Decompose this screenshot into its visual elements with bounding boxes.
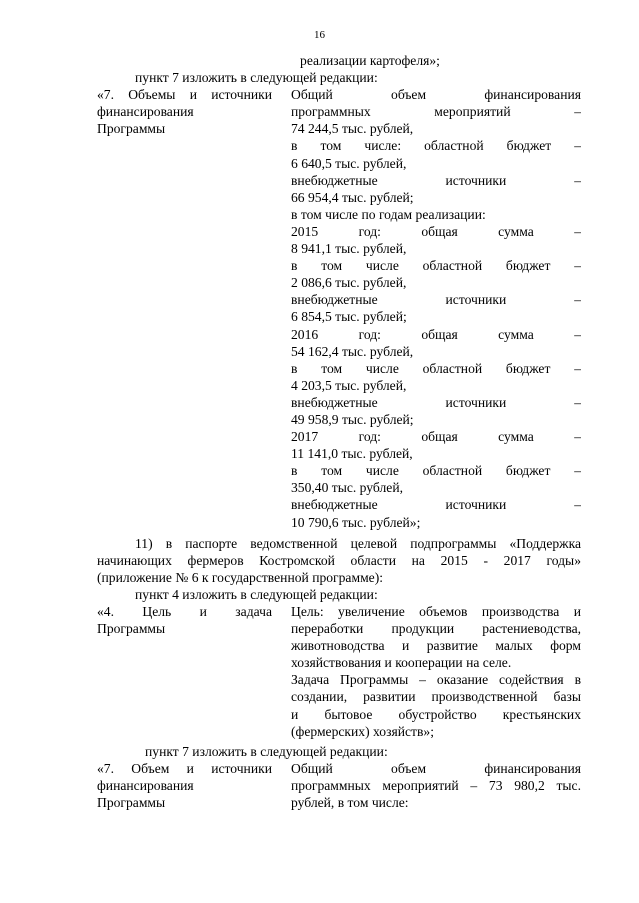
row-value-cell [291,86,581,530]
value-line: Цель: увеличение объемов производства и [291,604,581,619]
value-line: 4 203,5 тыс. рублей, [291,377,407,393]
value-line: Общий объем финансирования [291,87,581,103]
item7-heading-2: пункт 7 изложить в следующей редакции: [145,743,388,759]
value-line: создании, развитии производственной базы [291,689,581,705]
item4-heading: пункт 4 изложить в следующей редакции: [135,586,378,602]
row-label-line: «7. Объем и источники [97,760,272,776]
value-line: программных мероприятий – [291,104,581,120]
item7-heading-1: пункт 7 изложить в следующей редакции: [135,70,378,86]
value-line: 2016 год: общая сумма – [291,326,581,342]
value-line: 66 954,4 тыс. рублей; [291,189,414,205]
row-label-line: Программы [97,121,166,137]
row-label-cell [97,760,291,811]
value-line: 54 162,4 тыс. рублей, [291,343,414,359]
value-line: в том числе областной бюджет – [291,360,581,376]
row-label-cell [97,603,291,637]
value-line: 49 958,9 тыс. рублей; [291,411,414,427]
row-label-cell [97,86,291,137]
value-line: в том числе областной бюджет – [291,463,581,479]
value-line: 2017 год: общая сумма – [291,429,581,445]
value-line: переработки продукции растениеводства, [291,621,581,637]
value-line: Задача Программы – оказание содействия в [291,672,581,688]
para-11-line: (приложение № 6 к государственной программе): [97,569,384,585]
row-value-cell [291,603,581,740]
value-line: внебюджетные источники – [291,497,581,513]
value-line: внебюджетные источники – [291,292,581,308]
row-label-line: Программы [97,621,166,637]
row-value-cell [291,760,581,811]
value-line: внебюджетные источники – [291,394,581,410]
value-line: программных мероприятий – 73 980,2 тыс. [291,777,581,793]
table-row-funding-2 [97,760,581,811]
value-line: 2 086,6 тыс. рублей, [291,275,407,291]
table-row-goal [97,603,581,740]
value-line: хозяйствования и кооперации на селе. [291,655,512,671]
row-label-line: «7. Объемы и источники [97,87,272,103]
value-line: 6 640,5 тыс. рублей, [291,155,407,171]
value-line: рублей, в том числе: [291,795,409,811]
page-number: 16 [314,29,325,41]
value-line: животноводства и развитие малых форм [291,638,581,654]
row-label-line: финансирования [97,777,194,793]
value-line: и бытовое обустройство крестьянских [291,706,581,722]
value-line: в том числе областной бюджет – [291,258,581,274]
value-line: в том числе: областной бюджет – [291,138,581,154]
value-line: внебюджетные источники – [291,172,581,188]
value-line: 74 244,5 тыс. рублей, [291,121,414,137]
value-line: 6 854,5 тыс. рублей; [291,309,407,325]
value-line: 11 141,0 тыс. рублей, [291,446,413,462]
intro-line: реализации картофеля»; [300,53,440,68]
value-line: 8 941,1 тыс. рублей, [291,241,407,257]
value-line: Общий объем финансирования [291,760,581,776]
value-line: 350,40 тыс. рублей, [291,480,403,496]
row-label-line: «4. Цель и задача [97,604,272,619]
para-11-line: начинающих фермеров Костромской области на 2015 - 2017 годы» [97,552,581,568]
row-label-line: Программы [97,795,166,811]
document-body [97,52,581,811]
row-label-line: финансирования [97,104,194,120]
table-row-funding-1 [97,86,581,530]
value-line: 2015 год: общая сумма – [291,223,581,239]
value-line: 10 790,6 тыс. рублей»; [291,514,421,530]
para-11-line: 11) в паспорте ведомственной целевой подпрограммы «Поддержка [135,535,581,551]
value-line: (фермерских) хозяйств»; [291,723,434,739]
value-line: в том числе по годам реализации: [291,206,486,222]
